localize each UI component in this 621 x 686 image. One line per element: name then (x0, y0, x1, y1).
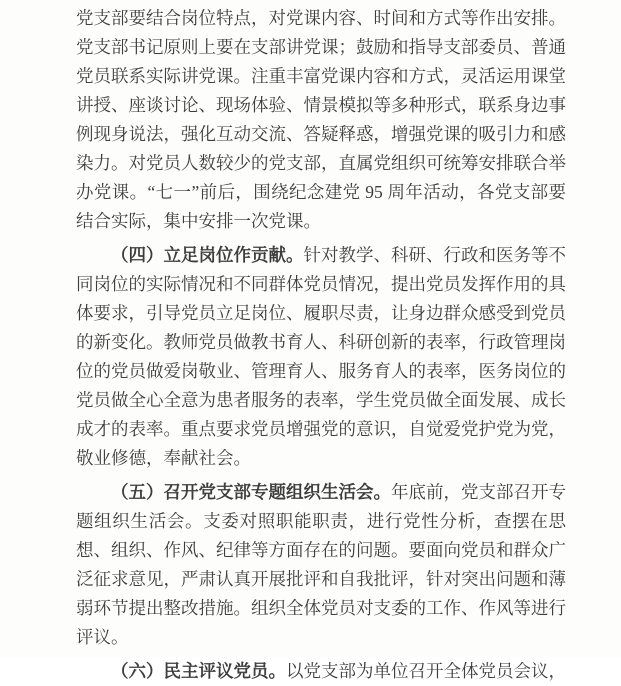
paragraph-section-six (76, 657, 566, 686)
paragraph-section-five (76, 478, 566, 652)
paragraph-section-four (76, 241, 566, 473)
section-heading: （六）民主评议党员。 (111, 661, 286, 681)
body-text: 年底前，党支部召开专题组织生活会。支委对照职能职责，进行党性分析，查摆在思想、组织、作风、纪律等方面存在的问题。要面向党员和群众广泛征求意见，严肃认真开展批评和自我批评，针对突出问题和薄弱环节提出整改措施。组织全体党员对支委的工作、作风等进行评议。 (76, 482, 566, 647)
body-text: 以党支部为单位召开全体党员会议， (286, 661, 566, 681)
paragraph-party-lecture-continuation (76, 4, 566, 236)
body-text: 党支部要结合岗位特点，对党课内容、时间和方式等作出安排。党支部书记原则上要在支部讲党课；鼓励和指导支部委员、普通党员联系实际讲党课。注重丰富党课内容和方式，灵活运用课堂讲授、座谈讨论、现场体验、情景模拟等多种形式，联系身边事例现身说法，强化互动交流、答疑释惑，增强党课的吸引力和感染力。对党员人数较少的党支部，直属党组织可统筹安排联合举办党课。“七一”前后，围绕纪念建党 95 周年活动，各党支部要结合实际，集中安排一次党课。 (76, 8, 566, 231)
section-heading: （四）立足岗位作贡献。 (111, 245, 304, 265)
section-heading: （五）召开党支部专题组织生活会。 (111, 482, 391, 502)
body-text: 针对教学、科研、行政和医务等不同岗位的实际情况和不同群体党员情况，提出党员发挥作用的具体要求，引导党员立足岗位、履职尽责，让身边群众感受到党员的新变化。教师党员做教书育人、科研创新的表率，行政管理岗位的党员做爱岗敬业、管理育人、服务育人的表率，医务岗位的党员做全心全意为患者服务的表率，学生党员做全面发展、成长成才的表率。重点要求党员增强党的意识，自觉爱党护党为党，敬业修德，奉献社会。 (76, 245, 566, 468)
